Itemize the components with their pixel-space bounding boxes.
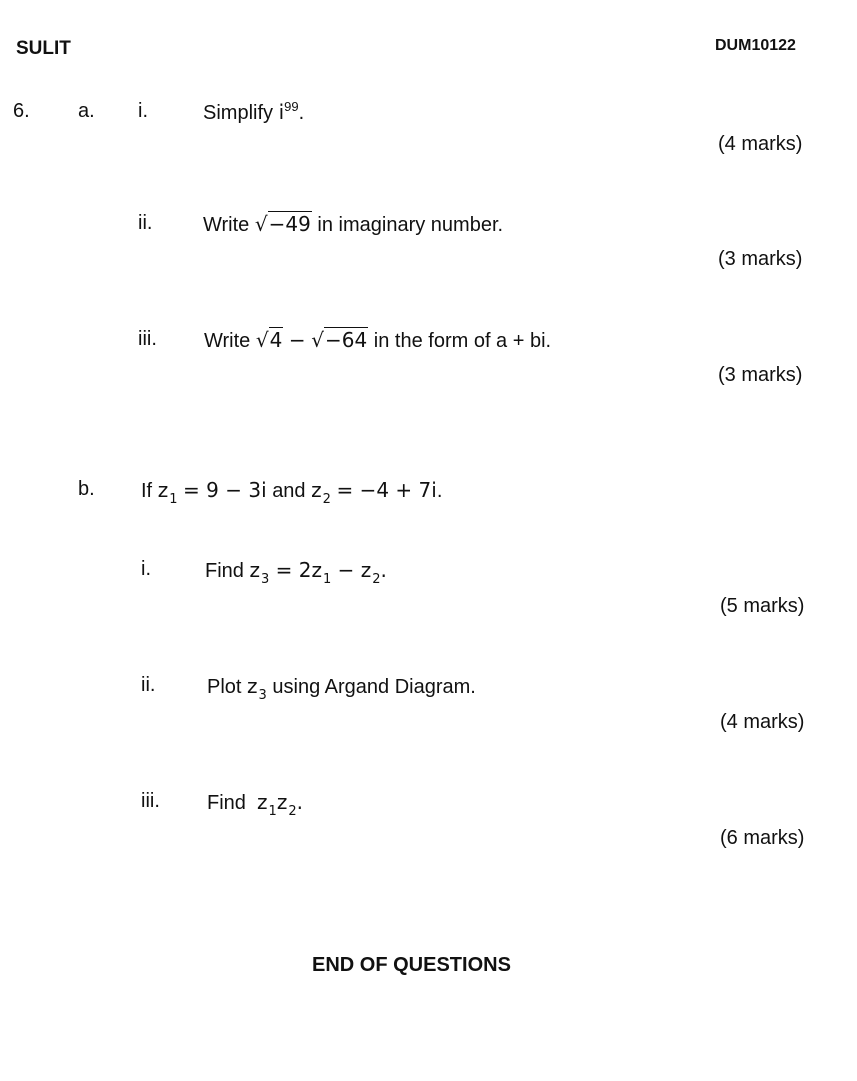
a-iii-text bbox=[204, 328, 551, 353]
b-z2-value: = −4 + 7i bbox=[336, 478, 437, 502]
a-i-period: . bbox=[298, 102, 305, 124]
b-ii-label: ii. bbox=[141, 674, 156, 696]
header-code: DUM10122 bbox=[715, 37, 796, 54]
question-number: 6. bbox=[13, 100, 30, 122]
b-iii-prefix: Find bbox=[207, 792, 246, 814]
a-i-text bbox=[203, 100, 304, 125]
header-sulit: SULIT bbox=[16, 38, 71, 59]
a-iii-minus: − bbox=[288, 328, 306, 352]
b-ii-text bbox=[207, 674, 476, 703]
b-i-marks: (5 marks) bbox=[720, 595, 805, 617]
b-iii-expr: $z_1z_2$. bbox=[257, 790, 303, 819]
part-a-label: a. bbox=[78, 100, 95, 122]
b-if: If bbox=[141, 480, 153, 502]
a-iii-sqrt-2: √−64 bbox=[311, 328, 368, 352]
a-i-exponent: 99 bbox=[284, 99, 299, 114]
b-z1-value: = 9 − 3i bbox=[183, 478, 267, 502]
a-iii-suffix: in the form of a + bi. bbox=[373, 330, 552, 352]
b-ii-prefix: Plot bbox=[207, 676, 242, 698]
a-iii-radicand-2: −64 bbox=[325, 328, 368, 352]
a-iii-sqrt-1: √4 bbox=[255, 328, 283, 352]
b-iii-marks: (6 marks) bbox=[720, 827, 805, 849]
a-ii-prefix: Write bbox=[203, 214, 250, 236]
a-ii-radicand: −49 bbox=[268, 212, 311, 236]
b-i-label: i. bbox=[141, 558, 151, 580]
b-z2: $z_2$ bbox=[311, 478, 331, 507]
b-period: . bbox=[436, 480, 443, 502]
b-iii-label: iii. bbox=[141, 790, 160, 812]
a-ii-label: ii. bbox=[138, 212, 153, 234]
a-iii-label: iii. bbox=[138, 328, 157, 350]
a-iii-marks: (3 marks) bbox=[718, 364, 803, 386]
a-ii-marks: (3 marks) bbox=[718, 248, 803, 270]
a-i-label: i. bbox=[138, 100, 148, 122]
b-ii-suffix: using Argand Diagram. bbox=[272, 676, 476, 698]
a-ii-text bbox=[203, 212, 503, 237]
part-b-stem bbox=[141, 478, 443, 507]
b-ii-z3: $z_3$ bbox=[247, 674, 267, 703]
part-b-label: b. bbox=[78, 478, 95, 500]
a-iii-prefix: Write bbox=[204, 330, 251, 352]
b-i-text bbox=[205, 558, 387, 587]
a-i-prefix: Simplify bbox=[203, 102, 274, 124]
b-and: and bbox=[272, 480, 306, 502]
b-i-expr: $z_3 = 2z_1 - z_2$. bbox=[249, 558, 387, 587]
a-ii-sqrt: √−49 bbox=[254, 212, 311, 236]
a-iii-radicand-1: 4 bbox=[269, 328, 283, 352]
a-ii-suffix: in imaginary number. bbox=[317, 214, 504, 236]
a-i-marks: (4 marks) bbox=[718, 133, 803, 155]
b-z1: $z_1$ bbox=[157, 478, 178, 507]
b-i-prefix: Find bbox=[205, 560, 244, 582]
end-of-questions: END OF QUESTIONS bbox=[312, 954, 511, 976]
b-iii-text bbox=[207, 790, 303, 819]
b-ii-marks: (4 marks) bbox=[720, 711, 805, 733]
a-i-base: i bbox=[278, 100, 285, 124]
